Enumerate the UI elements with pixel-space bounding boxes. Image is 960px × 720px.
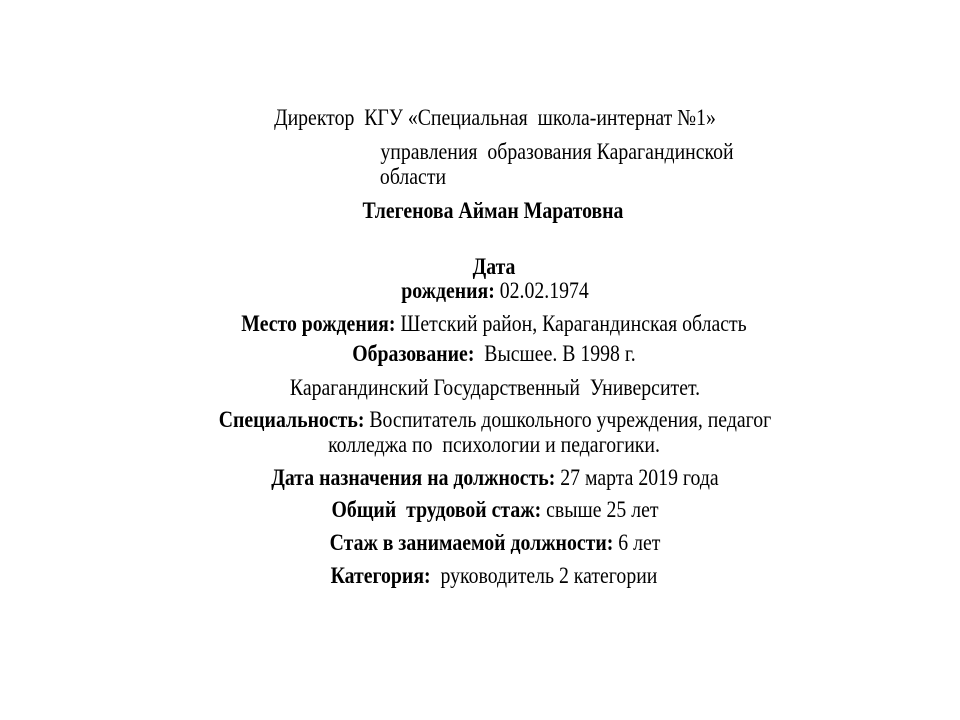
position-line-2: управления образования Карагандинской bbox=[380, 139, 734, 164]
position-experience-row bbox=[82, 530, 908, 556]
birth-date-label: рождения: bbox=[401, 278, 495, 303]
position-line-3: области bbox=[379, 164, 447, 189]
category-row bbox=[81, 563, 907, 589]
birth-place-label: Место рождения: bbox=[241, 311, 396, 336]
total-experience-row bbox=[82, 497, 908, 523]
birth-date-label-1: Дата bbox=[472, 254, 516, 279]
specialty-row bbox=[82, 407, 908, 433]
birth-place-row bbox=[81, 311, 907, 337]
position-experience-value: 6 лет bbox=[613, 530, 661, 555]
birth-date-row bbox=[82, 278, 908, 304]
birth-place-value: Шетский район, Карагандинская область bbox=[395, 311, 747, 336]
appointment-label: Дата назначения на должность: bbox=[271, 465, 556, 490]
category-label: Категория: bbox=[330, 563, 431, 588]
education-value: Высшее. В 1998 г. bbox=[474, 341, 636, 366]
education-value-2: Карагандинский Государственный Университет. bbox=[289, 375, 701, 400]
person-name: Тлегенова Айман Маратовна bbox=[362, 198, 624, 223]
specialty-value-2: колледжа по психологии и педагогики. bbox=[328, 432, 660, 457]
birth-date-value: 02.02.1974 bbox=[494, 278, 589, 303]
education-row bbox=[81, 341, 907, 367]
category-value: руководитель 2 категории bbox=[430, 563, 658, 588]
position-experience-label: Стаж в занимаемой должности: bbox=[329, 530, 614, 555]
appointment-row bbox=[82, 465, 908, 491]
total-experience-value: свыше 25 лет bbox=[541, 497, 659, 522]
education-label: Образование: bbox=[352, 341, 475, 366]
appointment-value: 27 марта 2019 года bbox=[555, 465, 719, 490]
total-experience-label: Общий трудовой стаж: bbox=[331, 497, 542, 522]
specialty-value: Воспитатель дошкольного учреждения, педагог bbox=[364, 407, 772, 432]
position-line-1: Директор КГУ «Специальная школа-интернат №1» bbox=[274, 105, 716, 130]
specialty-label: Специальность: bbox=[218, 407, 365, 432]
